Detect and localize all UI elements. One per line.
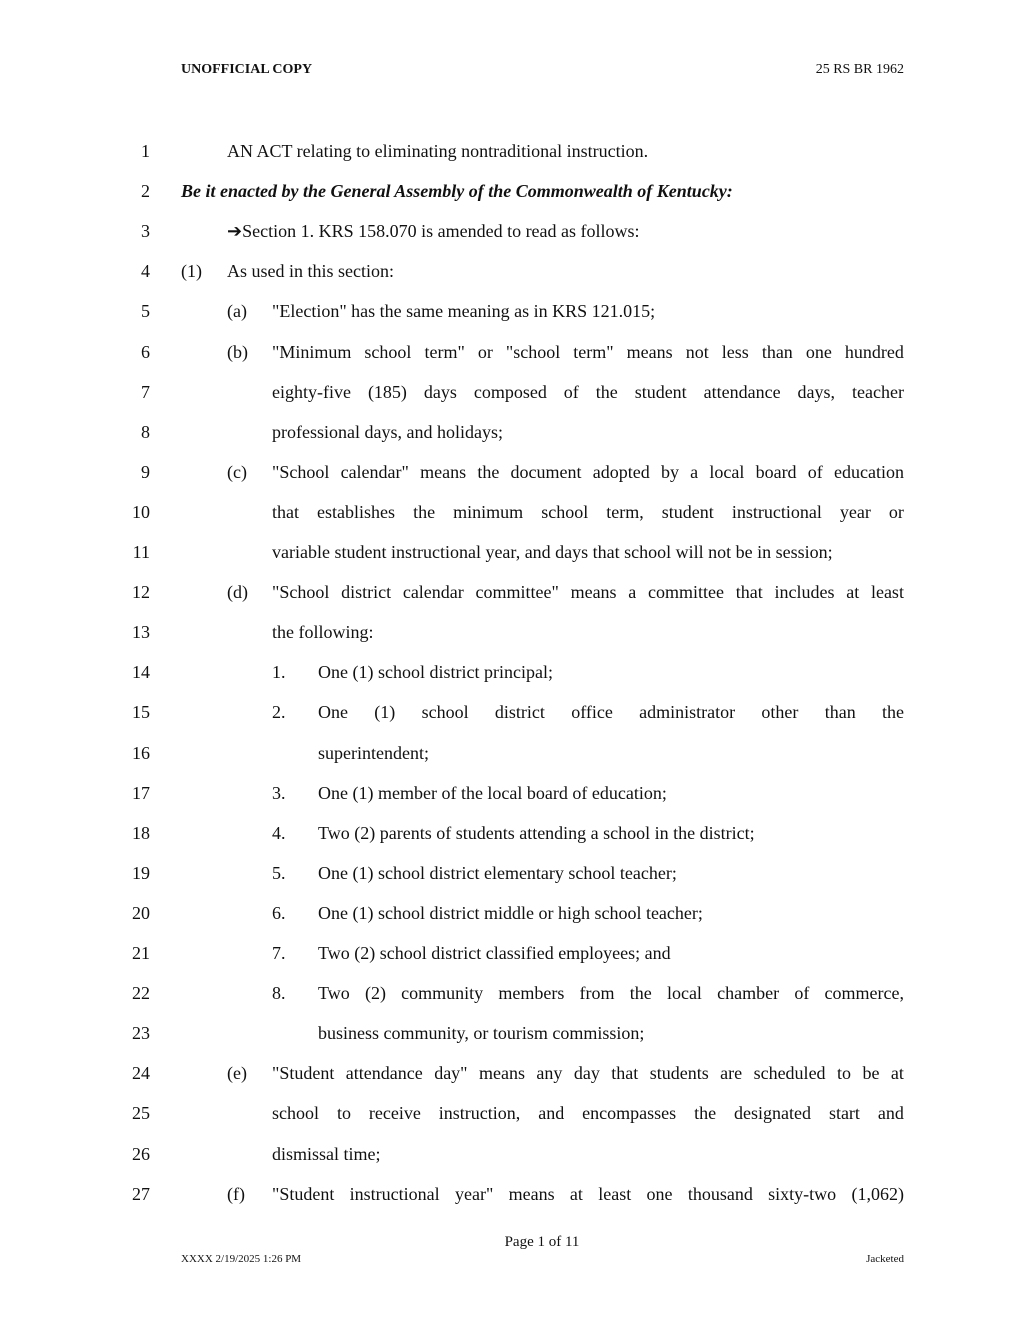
document-line [0,378,1024,406]
word: "Student [272,1183,335,1204]
word: term" [424,341,465,362]
line-text [272,1099,904,1127]
line-text [272,498,904,526]
document-line [0,498,1024,526]
line-text [272,1180,904,1208]
word: term, [606,501,644,522]
line-number: 23 [132,1023,150,1044]
word: Two [318,983,350,1004]
line-text: One (1) school district middle or high school teacher; [318,902,703,923]
word: less [721,341,749,362]
line-text: One (1) member of the local board of education; [318,782,667,803]
word: document [510,461,582,482]
item-label: 8. [272,983,286,1004]
line-text: superintendent; [318,742,429,763]
word: that [735,582,763,603]
word: day [573,1063,600,1084]
line-number: 27 [132,1183,150,1204]
word: thousand [687,1183,753,1204]
line-number: 9 [141,461,150,482]
footer-timestamp: XXXX 2/19/2025 1:26 PM [181,1253,302,1265]
item-label: 1. [272,662,286,683]
item-label: 7. [272,943,286,963]
word: days, [797,381,836,402]
word: at [569,1183,583,1204]
word: board [755,461,797,482]
page-number: Page 1 of 11 [504,1234,580,1250]
line-number: 5 [141,301,150,322]
line-text: dismissal time; [272,1143,381,1164]
word: that [611,1063,639,1084]
word: the [629,983,652,1004]
line-text: ➔Section 1. KRS 158.070 is amended to read as follows: [227,221,640,242]
word: school [272,1103,319,1124]
item-label: (e) [227,1063,247,1084]
word: students [649,1063,709,1084]
word: the [694,1103,717,1124]
word: district [494,702,545,723]
line-number: 8 [141,421,150,442]
word: sixty-two [768,1183,837,1204]
line-text [272,338,904,366]
line-text: professional days, and holidays; [272,421,503,442]
word: instructional [349,1183,440,1204]
word: day" [434,1063,468,1084]
document-line [0,338,1024,366]
line-number: 1 [141,141,150,161]
item-label: (b) [227,341,248,362]
line-number: 16 [132,742,150,763]
document-line [0,739,1024,767]
word: chamber [717,983,780,1004]
item-label: 5. [272,862,286,883]
item-label: (c) [227,461,247,482]
word: means [420,461,467,482]
line-number: 12 [132,582,150,603]
word: "School [272,582,330,603]
line-number: 20 [132,902,150,923]
word: office [571,702,613,723]
document-line [0,779,1024,807]
line-number: 25 [132,1103,150,1124]
line-text: One (1) school district principal; [318,662,553,683]
word: education [834,461,904,482]
word: are [720,1063,743,1084]
line-text [318,979,904,1007]
item-label: (f) [227,1183,245,1204]
word: least [598,1183,632,1204]
header-label: UNOFFICIAL COPY [181,62,313,77]
word: One [318,702,348,723]
document-line [0,458,1024,486]
item-label: 3. [272,782,286,803]
word: hundred [844,341,904,362]
word: instructional [731,501,822,522]
word: one [805,341,832,362]
document-line [0,217,1024,245]
word: other [761,702,799,723]
word: the [413,501,436,522]
word: establishes [317,501,396,522]
word: instruction, [438,1103,521,1124]
word: by [660,461,679,482]
document-line [0,257,1024,285]
document-line [0,137,1024,165]
line-text [272,1059,904,1087]
word: from [579,983,615,1004]
document-line [0,1099,1024,1127]
line-number: 11 [132,542,150,562]
document-line [0,939,1024,967]
line-text: Two (2) school district classified employees; and [318,943,671,963]
word: minimum [453,501,524,522]
document-line [0,1140,1024,1168]
line-number: 13 [132,622,150,643]
word: means [508,1183,555,1204]
word: receive [368,1103,421,1124]
document-line [0,1180,1024,1208]
word: includes [774,582,835,603]
item-label: (d) [227,582,248,603]
line-text: variable student instructional year, and days that school will not be in session; [272,542,833,562]
word: attendance [703,381,781,402]
word: attendance [345,1063,423,1084]
item-label: (1) [181,261,202,282]
word: the [477,461,500,482]
line-number: 7 [141,381,150,402]
line-number: 19 [132,862,150,883]
word: or [888,501,904,522]
document-line [0,538,1024,566]
document-line [0,899,1024,927]
word: "Minimum [272,341,352,362]
line-text: business community, or tourism commission; [318,1023,645,1044]
item-label: 6. [272,902,286,923]
word: local [666,983,702,1004]
line-text [318,698,904,726]
document-line [0,1059,1024,1087]
word: means [570,582,617,603]
word: student [661,501,714,522]
document-line [0,658,1024,686]
document-line [0,618,1024,646]
line-text [272,378,904,406]
word: and [538,1103,565,1124]
word: at [846,582,860,603]
word: "School [272,461,330,482]
word: a [690,461,699,482]
word: the [882,702,904,723]
document-line [0,297,1024,325]
line-text: Be it enacted by the General Assembly of the Commonwealth of Kentucky: [181,181,733,202]
word: committee" [475,582,559,603]
word: teacher [852,381,904,402]
line-number: 15 [132,702,150,723]
line-number: 2 [141,181,150,202]
word: "school [505,341,561,362]
document-line [0,819,1024,847]
document-line [0,177,1024,205]
word: eighty-five [272,381,351,402]
line-number: 21 [132,943,150,963]
item-label: 2. [272,702,286,723]
bill-request-number: 25 RS BR 1962 [815,62,904,77]
word: term" [573,341,614,362]
line-number: 26 [132,1143,150,1164]
word: year [839,501,871,522]
word: administrator [639,702,736,723]
word: (2) [364,983,386,1004]
word: at [890,1063,904,1084]
document-line [0,578,1024,606]
line-text [272,578,904,606]
word: "Student [272,1063,335,1084]
word: means [478,1063,525,1084]
line-text: "Election" has the same meaning as in KRS 121.015; [272,301,656,322]
word: calendar" [340,461,409,482]
word: (1,062) [851,1183,904,1204]
line-text: Two (2) parents of students attending a school in the district; [318,822,755,843]
footer-status: Jacketed [866,1253,904,1265]
line-number: 24 [132,1063,150,1084]
word: start [828,1103,860,1124]
word: to [336,1103,351,1124]
word: composed [473,381,547,402]
document-line [0,698,1024,726]
word: than [824,702,856,723]
word: designated [734,1103,811,1124]
document-line [0,418,1024,446]
line-number: 4 [141,261,150,282]
word: a [628,582,637,603]
line-text: One (1) school district elementary school teacher; [318,862,677,883]
document-line [0,979,1024,1007]
word: of [563,381,579,402]
line-number: 10 [132,501,150,522]
word: that [272,501,299,522]
document-line [0,859,1024,887]
word: members [498,983,565,1004]
word: year" [454,1183,494,1204]
item-label: 4. [272,822,286,843]
word: calendar [402,582,464,603]
word: scheduled [753,1063,826,1084]
word: any [536,1063,563,1084]
line-number: 3 [141,221,150,242]
word: be [862,1063,880,1084]
word: of [807,461,823,482]
word: school [541,501,589,522]
line-text: AN ACT relating to eliminating nontraditional instruction. [227,141,649,161]
word: to [837,1063,852,1084]
word: not [685,341,709,362]
item-label: (a) [227,301,247,322]
word: school [421,702,469,723]
word: means [626,341,673,362]
word: encompasses [582,1103,677,1124]
word: (1) [374,702,396,723]
word: or [477,341,493,362]
word: student [634,381,687,402]
word: local [709,461,745,482]
line-number: 6 [141,341,150,362]
word: and [877,1103,904,1124]
word: community [401,983,484,1004]
word: (185) [367,381,407,402]
line-text: the following: [272,622,374,643]
line-text: As used in this section: [227,261,394,282]
line-text [272,458,904,486]
word: least [870,582,904,603]
line-number: 22 [132,983,150,1004]
word: committee [648,582,725,603]
word: district [341,582,392,603]
word: one [646,1183,673,1204]
word: than [761,341,793,362]
document-line [0,1019,1024,1047]
word: school [364,341,412,362]
line-number: 18 [132,822,150,843]
word: commerce, [824,983,904,1004]
word: the [595,381,618,402]
word: days [423,381,457,402]
word: of [794,983,810,1004]
word: adopted [592,461,650,482]
line-number: 14 [132,662,150,683]
line-number: 17 [132,782,150,803]
